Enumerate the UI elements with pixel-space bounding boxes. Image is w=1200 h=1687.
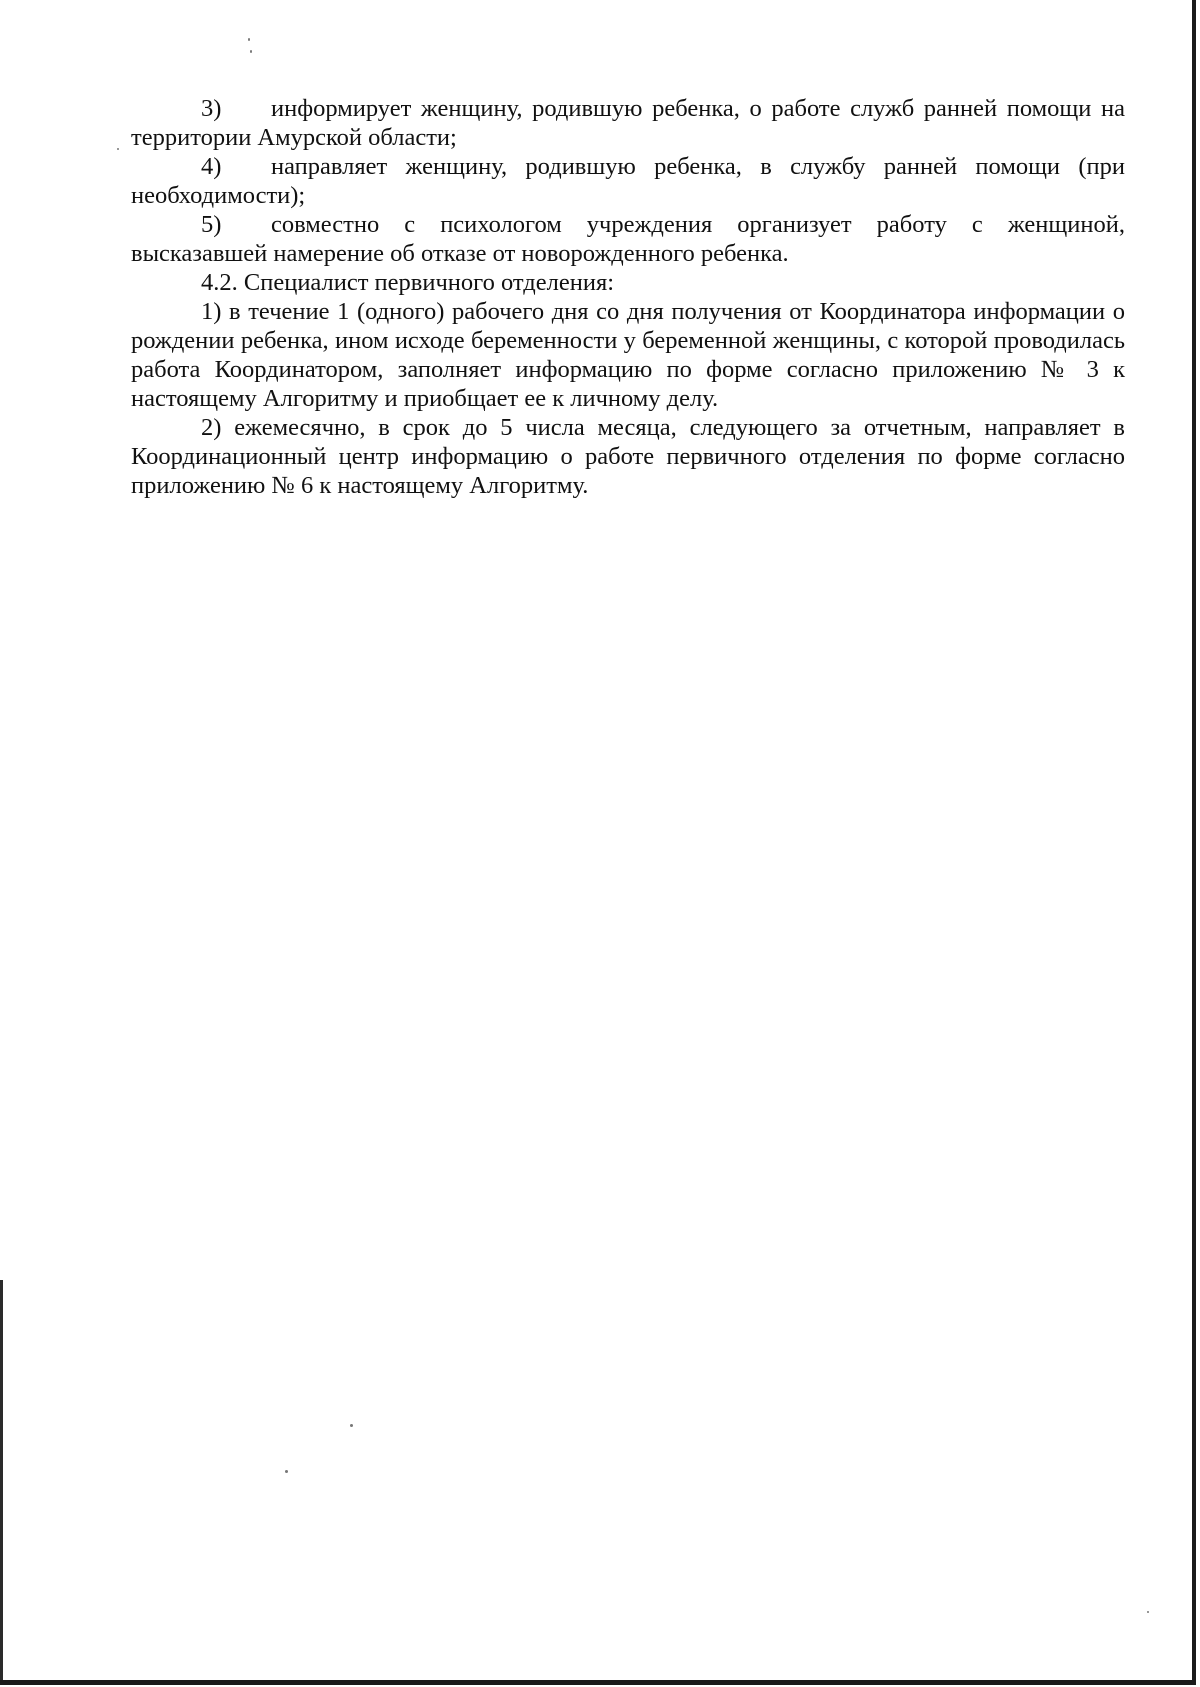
scan-speck [1147, 1611, 1149, 1613]
scan-speck [250, 50, 252, 53]
list-item-text: совместно с психологом учреждения организует работу с женщиной, высказавшей намерение об отказе от новорожденного ребенка. [131, 211, 1125, 267]
list-item-5 [131, 210, 1125, 268]
list-item-4 [131, 152, 1125, 210]
scan-speck [350, 1424, 353, 1427]
list-item-number: 5) [201, 211, 222, 238]
list-item-number: 3) [201, 95, 222, 122]
sub-item-2: 2) ежемесячно, в срок до 5 числа месяца, следующего за отчетным, направляет в Координационный центр информацию о работе первичного отделения по форме согласно приложению № 6 к настоящему Алгоритму. [131, 414, 1125, 499]
document-body [131, 94, 1125, 500]
list-item-text: направляет женщину, родившую ребенка, в службу ранней помощи (при необходимости); [131, 153, 1125, 209]
scan-speck [117, 148, 119, 150]
list-item-3 [131, 94, 1125, 152]
scan-speck [248, 38, 250, 41]
section-heading: 4.2. Специалист первичного отделения: [201, 269, 615, 296]
list-item-text: информирует женщину, родившую ребенка, о работе служб ранней помощи на территории Амурской области; [131, 95, 1125, 151]
list-item-number: 4) [201, 153, 222, 180]
scan-speck [285, 1470, 288, 1473]
scan-edge [0, 1280, 3, 1680]
sub-item-1: 1) в течение 1 (одного) рабочего дня со дня получения от Координатора информации о рождении ребенка, ином исходе беременности у беременной женщины, с которой проводилась работа Координатором, заполняет информацию по форме согласно приложению № 3 к настоящему Алгоритму и приобщает ее к личному делу. [131, 298, 1125, 412]
